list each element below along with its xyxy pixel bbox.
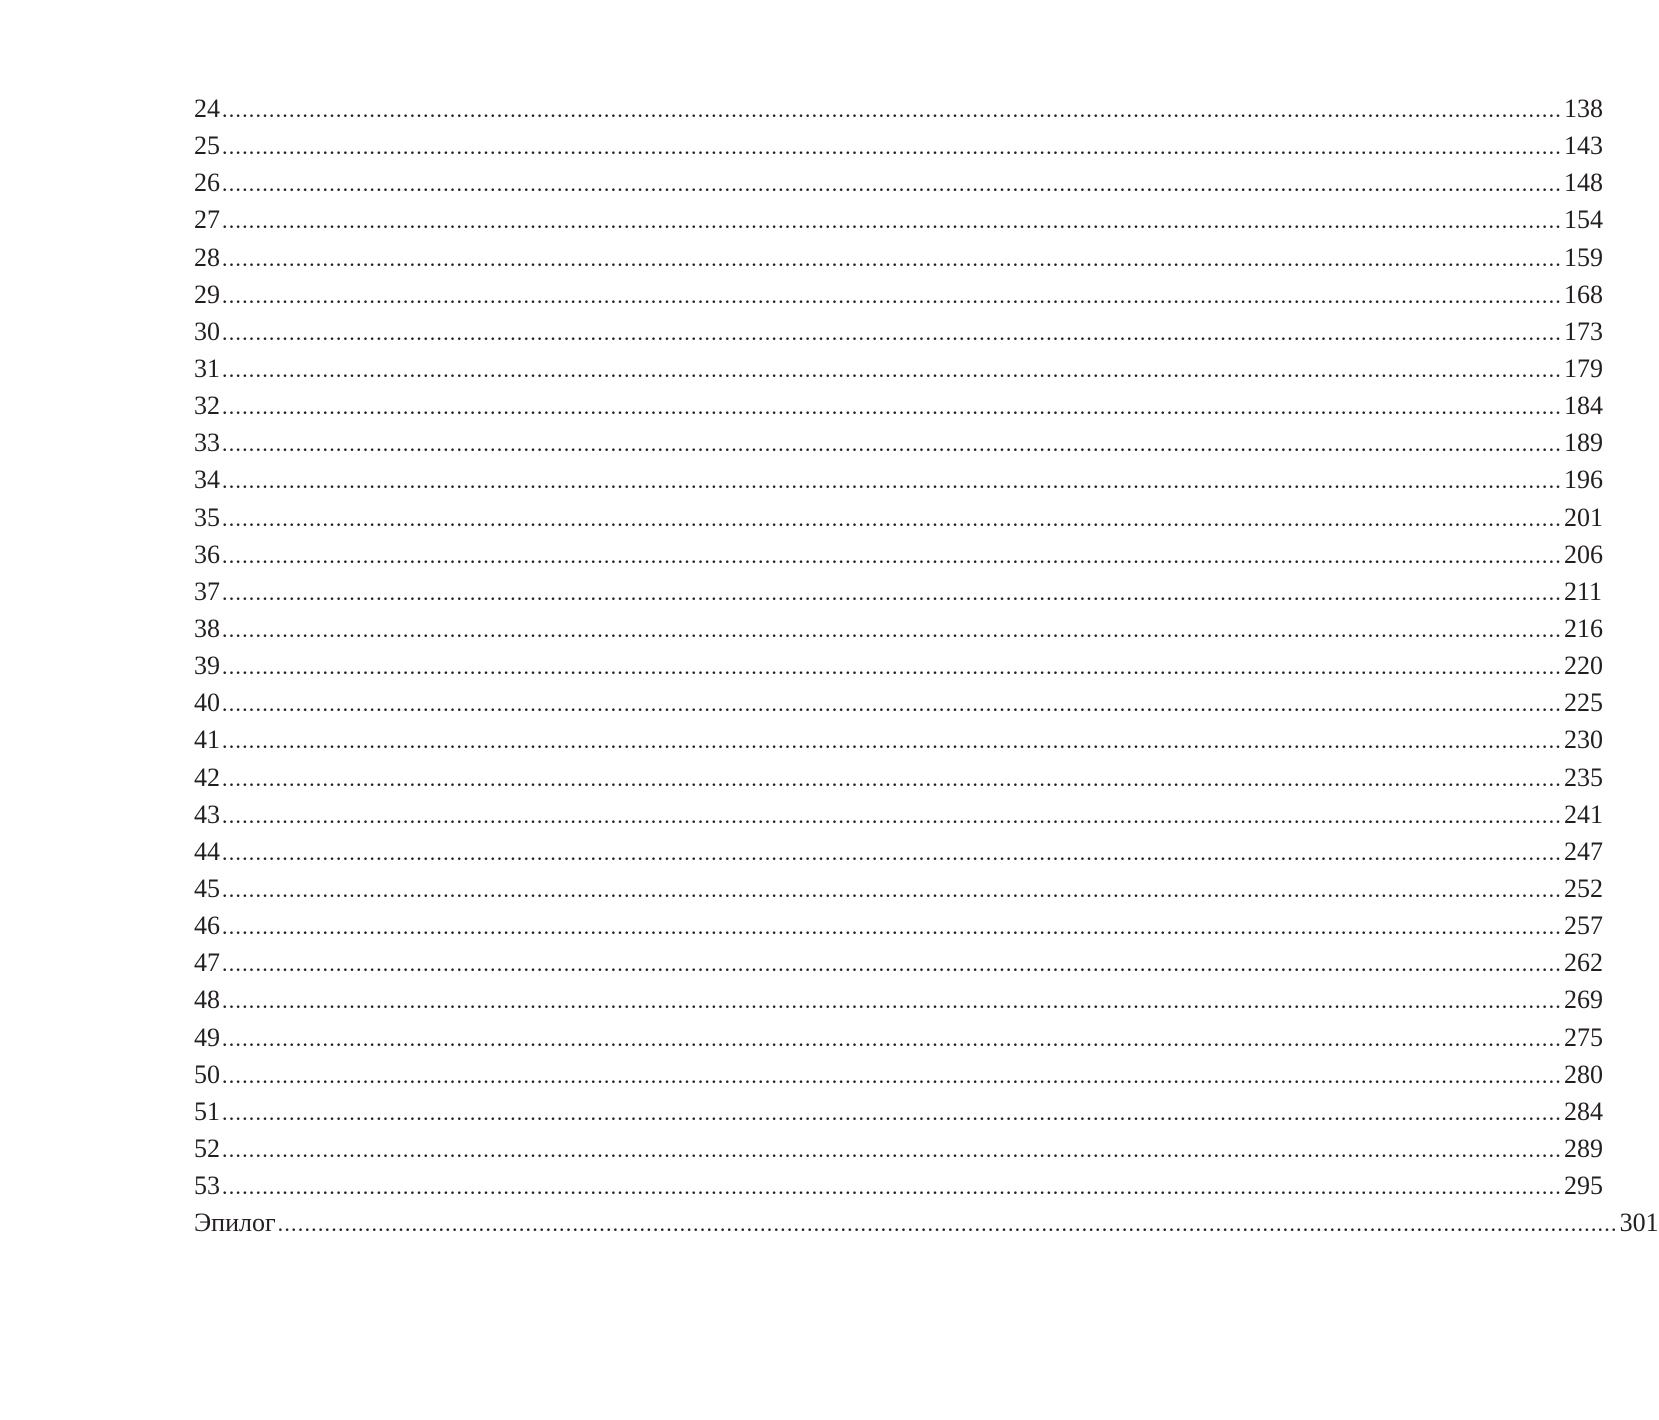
toc-dot-leader: ........................................................................................................................................................................................................ <box>222 542 1562 568</box>
toc-dot-leader: ........................................................................................................................................................................................................ <box>222 171 1562 197</box>
toc-entry-page: 159 <box>1564 242 1603 272</box>
toc-entry <box>194 1130 1603 1167</box>
toc-entry-label: 28 <box>194 242 220 272</box>
toc-entry-page: 189 <box>1564 428 1603 458</box>
toc-entry <box>194 944 1603 981</box>
toc-dot-leader: ........................................................................................................................................................................................................ <box>222 394 1562 420</box>
toc-entry-label: Эпилог <box>194 1208 276 1238</box>
toc-entry <box>194 981 1603 1018</box>
toc-entry <box>194 461 1603 498</box>
toc-dot-leader: ........................................................................................................................................................................................................ <box>222 728 1562 754</box>
toc-entry <box>194 424 1603 461</box>
toc-entry-page: 138 <box>1564 94 1603 123</box>
toc-entry-label: 39 <box>194 651 220 681</box>
toc-entry-page: 154 <box>1564 205 1603 235</box>
toc-entry-page: 201 <box>1564 502 1603 532</box>
toc-entry-page: 247 <box>1564 836 1603 866</box>
toc-entry <box>194 499 1603 536</box>
toc-entry-page: 143 <box>1564 131 1603 161</box>
toc-entry-page: 196 <box>1564 465 1603 495</box>
toc-entry-label: 32 <box>194 391 220 421</box>
toc-entry-label: 38 <box>194 613 220 643</box>
toc-entry-page: 257 <box>1564 911 1603 941</box>
toc-entry <box>194 164 1603 201</box>
toc-dot-leader: ........................................................................................................................................................................................................ <box>222 1062 1562 1088</box>
toc-entry-page: 235 <box>1564 762 1603 792</box>
toc-dot-leader: ........................................................................................................................................................................................................ <box>222 505 1562 531</box>
toc-entry <box>194 1019 1603 1056</box>
toc-entry-page: 269 <box>1564 985 1603 1015</box>
toc-dot-leader: ........................................................................................................................................................................................................ <box>222 914 1562 940</box>
toc-entry-page: 301 <box>1619 1208 1659 1238</box>
toc-entry-page: 295 <box>1564 1171 1603 1201</box>
toc-entry-page: 230 <box>1564 725 1603 755</box>
toc-entry-page: 184 <box>1564 391 1603 421</box>
toc-dot-leader: ........................................................................................................................................................................................................ <box>222 765 1562 791</box>
toc-dot-leader: ........................................................................................................................................................................................................ <box>222 208 1562 234</box>
toc-entry-page: 168 <box>1564 279 1603 309</box>
toc-entry-page: 206 <box>1564 539 1603 569</box>
toc-entry-page: 216 <box>1564 613 1603 643</box>
toc-entry-label: 44 <box>194 836 220 866</box>
toc-dot-leader: ........................................................................................................................................................................................................ <box>222 1099 1562 1125</box>
toc-entry-page: 284 <box>1564 1096 1603 1126</box>
toc-entry-label: 30 <box>194 316 220 346</box>
toc-dot-leader: ........................................................................................................................................................................................................ <box>222 134 1562 160</box>
toc-entry-label: 27 <box>194 205 220 235</box>
toc-dot-leader: ........................................................................................................................................................................................................ <box>222 654 1562 680</box>
toc-entry <box>194 684 1603 721</box>
toc-dot-leader: ........................................................................................................................................................................................................ <box>277 1211 1618 1237</box>
toc-entry-label: 40 <box>194 688 220 718</box>
toc-entry-page: 211 <box>1564 576 1603 606</box>
toc-entry <box>194 536 1603 573</box>
toc-dot-leader: ........................................................................................................................................................................................................ <box>222 1025 1562 1051</box>
toc-entry <box>194 759 1603 796</box>
toc-entry-label: 25 <box>194 131 220 161</box>
toc-dot-leader: ........................................................................................................................................................................................................ <box>222 356 1562 382</box>
toc-entry-epilogue <box>194 1204 1659 1241</box>
toc-entry-page: 148 <box>1564 168 1603 198</box>
toc-entry-label: 37 <box>194 576 220 606</box>
toc-entry-page: 173 <box>1564 316 1603 346</box>
toc-entry <box>194 796 1603 833</box>
toc-entry-label: 43 <box>194 799 220 829</box>
toc-entry-page: 275 <box>1564 1022 1603 1052</box>
toc-entry <box>194 201 1603 238</box>
toc-dot-leader: ........................................................................................................................................................................................................ <box>222 691 1562 717</box>
toc-dot-leader: ........................................................................................................................................................................................................ <box>222 616 1562 642</box>
toc-dot-leader: ........................................................................................................................................................................................................ <box>222 431 1562 457</box>
toc-entry <box>194 90 1603 127</box>
toc-dot-leader: ........................................................................................................................................................................................................ <box>222 1174 1562 1200</box>
toc-entry-page: 179 <box>1564 353 1603 383</box>
toc-entry-label: 41 <box>194 725 220 755</box>
toc-entry <box>194 907 1603 944</box>
toc-entry-label: 45 <box>194 873 220 903</box>
toc-entry-page: 225 <box>1564 688 1603 718</box>
toc-entry <box>194 721 1603 758</box>
toc-entry-label: 36 <box>194 539 220 569</box>
toc-entry-label: 24 <box>194 94 220 123</box>
toc-entry-label: 51 <box>194 1096 220 1126</box>
toc-entry <box>194 870 1603 907</box>
toc-dot-leader: ........................................................................................................................................................................................................ <box>222 468 1562 494</box>
toc-entry-label: 53 <box>194 1171 220 1201</box>
toc-entry-label: 33 <box>194 428 220 458</box>
toc-dot-leader: ........................................................................................................................................................................................................ <box>222 839 1562 865</box>
toc-entry <box>194 127 1603 164</box>
toc-entry-label: 26 <box>194 168 220 198</box>
toc-entry <box>194 239 1603 276</box>
toc-entry-label: 42 <box>194 762 220 792</box>
toc-entry <box>194 647 1603 684</box>
toc-dot-leader: ........................................................................................................................................................................................................ <box>222 319 1562 345</box>
toc-entry-label: 47 <box>194 948 220 978</box>
toc-entry <box>194 1093 1603 1130</box>
toc-entry-page: 280 <box>1564 1059 1603 1089</box>
toc-entry-label: 35 <box>194 502 220 532</box>
table-of-contents <box>194 90 1659 1241</box>
toc-entry-label: 34 <box>194 465 220 495</box>
toc-entry-label: 50 <box>194 1059 220 1089</box>
toc-entry-page: 289 <box>1564 1133 1603 1163</box>
toc-entry-page: 252 <box>1564 873 1603 903</box>
toc-entry-label: 48 <box>194 985 220 1015</box>
toc-dot-leader: ........................................................................................................................................................................................................ <box>222 579 1562 605</box>
toc-entry <box>194 387 1603 424</box>
toc-dot-leader: ........................................................................................................................................................................................................ <box>222 802 1562 828</box>
toc-entry <box>194 350 1603 387</box>
toc-entry <box>194 610 1603 647</box>
toc-dot-leader: ........................................................................................................................................................................................................ <box>222 282 1562 308</box>
toc-dot-leader: ........................................................................................................................................................................................................ <box>222 1136 1562 1162</box>
toc-entry-label: 29 <box>194 279 220 309</box>
toc-entry-label: 31 <box>194 353 220 383</box>
toc-entry-label: 49 <box>194 1022 220 1052</box>
toc-entry-page: 220 <box>1564 651 1603 681</box>
toc-dot-leader: ........................................................................................................................................................................................................ <box>222 988 1562 1014</box>
toc-entry-label: 46 <box>194 911 220 941</box>
toc-dot-leader: ........................................................................................................................................................................................................ <box>222 951 1562 977</box>
toc-dot-leader: ........................................................................................................................................................................................................ <box>222 97 1562 122</box>
toc-entry <box>194 833 1603 870</box>
toc-entry <box>194 573 1603 610</box>
toc-entry <box>194 313 1603 350</box>
toc-entry <box>194 1167 1603 1204</box>
toc-entry-label: 52 <box>194 1133 220 1163</box>
toc-entry-page: 262 <box>1564 948 1603 978</box>
toc-entry <box>194 276 1603 313</box>
toc-dot-leader: ........................................................................................................................................................................................................ <box>222 876 1562 902</box>
toc-entry-page: 241 <box>1564 799 1603 829</box>
toc-entry <box>194 1056 1603 1093</box>
toc-dot-leader: ........................................................................................................................................................................................................ <box>222 245 1562 271</box>
